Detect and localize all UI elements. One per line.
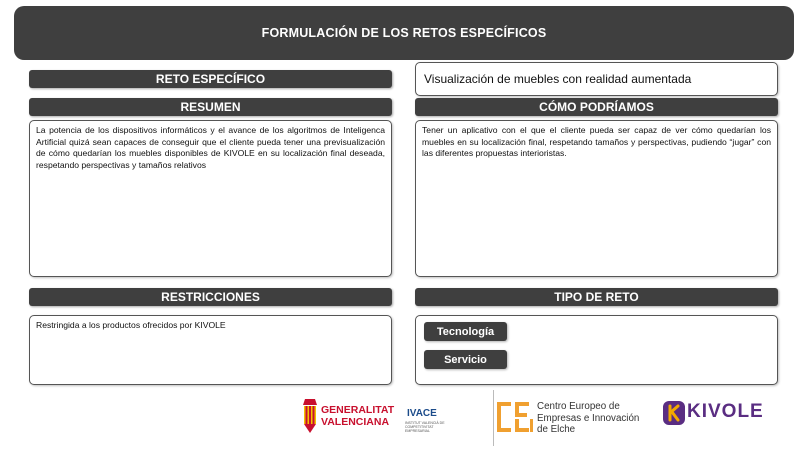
kivole-logo-text: KIVOLE bbox=[687, 401, 764, 422]
restricciones-text: Restringida a los productos ofrecidos por KIVOLE bbox=[36, 320, 226, 330]
reto-especifico-value bbox=[415, 62, 778, 96]
resumen-text: La potencia de los dispositivos informáticos y el avance de los algoritmos de Inteligenca Artificial quizá sean capaces de conseguir que el cliente pueda tener una previsualización de cómo quedarían los muebles disponibles de KIVOLE en su localización final deseada, respetando perspectivas y tamaños relativos bbox=[36, 125, 385, 170]
ceei-logo-icon bbox=[496, 400, 534, 434]
ivace-logo-subtitle: INSTITUT VALENCIÀ DE COMPETITIVITAT EMPRESARIAL bbox=[405, 421, 445, 433]
ceei-line3: de Elche bbox=[537, 424, 576, 435]
reto-especifico-header: RETO ESPECÍFICO bbox=[29, 70, 392, 88]
logo-divider bbox=[493, 390, 494, 446]
tag-servicio: Servicio bbox=[424, 350, 507, 369]
generalitat-logo-text bbox=[321, 404, 394, 428]
resumen-header: RESUMEN bbox=[29, 98, 392, 116]
tipo-reto-header: TIPO DE RETO bbox=[415, 288, 778, 306]
generalitat-line2: VALENCIANA bbox=[321, 416, 390, 428]
ceei-line1: Centro Europeo de bbox=[537, 401, 620, 412]
ivace-logo-text: IVACE bbox=[407, 408, 437, 419]
como-podriamos-text: Tener un aplicativo con el que el cliente pueda ser capaz de ver cómo quedarían los muebles en su localización final, respetando tamaños y perspectivas, pudiendo “jugar” con las diferentes propuestas interioristas. bbox=[422, 125, 771, 159]
ceei-logo-text bbox=[537, 401, 639, 436]
restricciones-box bbox=[29, 315, 392, 385]
restricciones-header: RESTRICCIONES bbox=[29, 288, 392, 306]
kivole-logo-icon bbox=[662, 400, 686, 426]
como-podriamos-header: CÓMO PODRÍAMOS bbox=[415, 98, 778, 116]
page-title: FORMULACIÓN DE LOS RETOS ESPECÍFICOS bbox=[14, 6, 794, 60]
tag-tecnologia: Tecnología bbox=[424, 322, 507, 341]
ceei-line2: Empresas e Innovación bbox=[537, 412, 640, 424]
resumen-box bbox=[29, 120, 392, 277]
como-podriamos-box bbox=[415, 120, 778, 277]
generalitat-line1: GENERALITAT bbox=[321, 404, 395, 416]
generalitat-crest-icon bbox=[300, 397, 320, 437]
reto-especifico-text: Visualización de muebles con realidad aumentada bbox=[424, 72, 692, 86]
